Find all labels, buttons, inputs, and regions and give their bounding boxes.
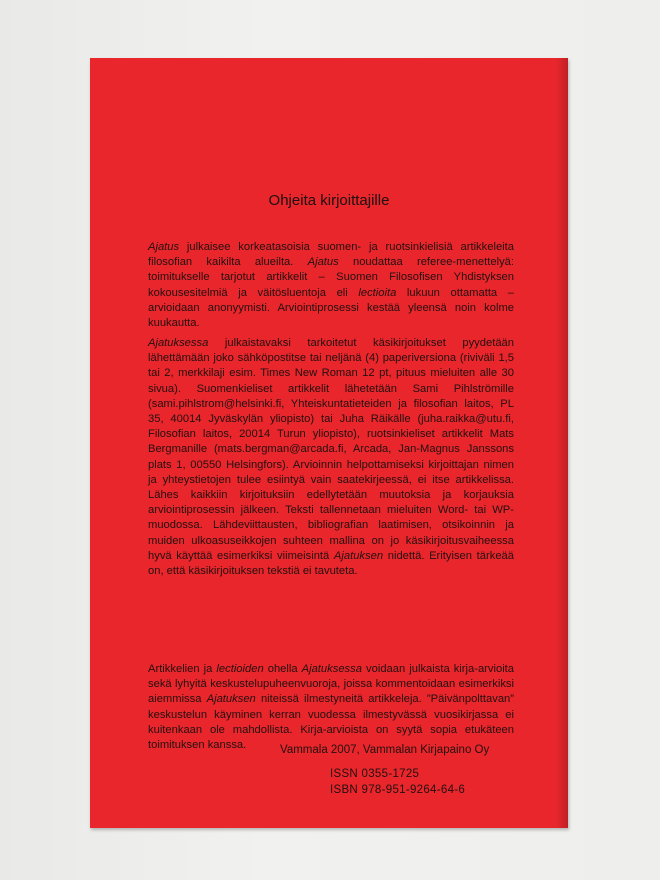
paragraph-text: julkaisee korkeatasoisia suomen- ja ruotsinkielisiä artikkeleita filosofian kaikilta alueilta. (148, 241, 514, 269)
paragraph-intro (148, 240, 514, 331)
paragraph-reviews (148, 662, 514, 753)
italic-title: Ajatuksen (206, 693, 256, 706)
paragraph-text: niteissä ilmestyneitä artikkeleja. ”Päivänpolttavan” keskustelun käyminen kerran vuodessa ilmestyvässä vuosikirjassa ei kuitenkaan ole mahdollista. Kirja-arvioista on syytä sopia etukäteen toimituksen kanssa. (148, 693, 514, 752)
isbn-number: ISBN 978-951-9264-64-6 (330, 784, 466, 796)
italic-title: Ajatus (307, 256, 339, 269)
italic-title: Ajatus (148, 241, 180, 253)
italic-title: Ajatuksessa (301, 663, 362, 675)
paragraph-text: noudattaa referee-menettelyä: toimitukselle tarjotut artikkelit – Suomen Filosofisen Yhdistyksen kokousesitelmiä ja väitösluentoja eli (148, 256, 514, 299)
italic-title: Ajatuksen (333, 549, 384, 562)
book-back-cover (90, 58, 568, 828)
cover-heading: Ohjeita kirjoittajille (268, 192, 390, 209)
cover-edge-shadow (556, 58, 568, 828)
paragraph-text: nidettä. Erityisen tärkeää on, että käsikirjoituksen tekstiä ei tavuteta. (148, 549, 514, 578)
italic-title: Ajatuksessa (148, 337, 209, 349)
printer-imprint: Vammala 2007, Vammalan Kirjapaino Oy (280, 744, 490, 756)
paragraph-text: julkaistavaksi tarkoitetut käsikirjoitukset pyydetään lähettämään joko sähköpostitse tai neljänä (4) paperiversiona (riviväli 1,5 tai 2, merkkilaji esim. Times New Roman 12 pt, pituus mieluiten alle 30 sivua). Suomenkieliset artikkelit lähetetään Sami Pihlströmille (sami.pihlstrom@helsinki.fi, Yhteiskuntatieteiden ja filosofian laitos, PL 35, 40014 Jyväskylän yliopisto) tai Juha Räikälle (juha.raikka@utu.fi, Filosofian laitos, 20014 Turun yliopisto), ruotsinkieliset artikkelit Mats Bergmanille (mats.bergman@arcada.fi, Arcada, Jan-Magnus Janssons plats 1, 00550 Helsingfors). Arvioinnin helpottamiseksi kirjoittajan nimen ja yhteystietojen tulee esiintyä vain saatekirjeessä, ei itse artikkelissa. Lähes kaikkiin kirjoituksiin edellytetään muutoksia ja korjauksia arviointiprosessin jälkeen. Teksti tallennetaan mieluiten Word- tai WP-muodossa. Lähdeviittausten, bibliografian laatimisen, otsikoinnin ja muiden ulkoasuseikkojen suhteen mallina on jo käsikirjoitusvaiheessa hyvä käyttää esimerkiksi viimeisintä (148, 337, 514, 562)
issn-number: ISSN 0355-1725 (330, 768, 420, 780)
italic-term: lectioita (358, 286, 397, 299)
paragraph-text: voidaan julkaista kirja-arvioita sekä lyhyitä keskustelupuheenvuoroja, joissa kommentoidaan esimerkiksi aiemmissa (148, 663, 515, 706)
paragraph-submission (148, 336, 514, 579)
paragraph-text: lukuun ottamatta – arvioidaan anonyymisti. Arviointiprosessi kestää yleensä noin kolme kuukautta. (148, 286, 514, 330)
paragraph-text: Artikkelien ja (148, 663, 217, 675)
italic-term: lectioiden (216, 663, 264, 675)
paragraph-text: ohella (263, 663, 302, 675)
